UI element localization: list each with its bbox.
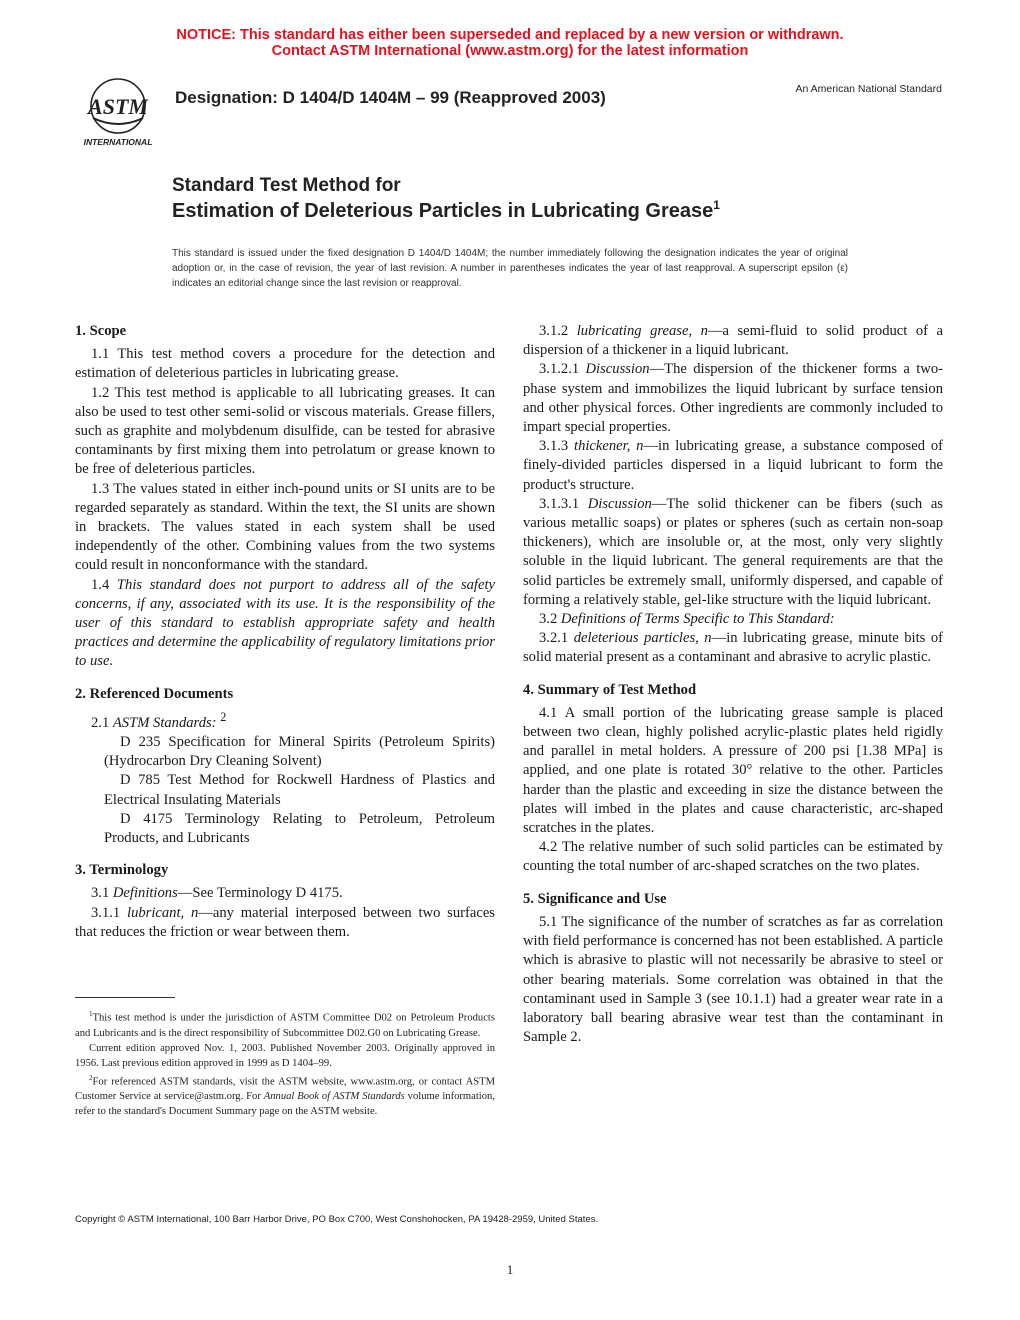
withdrawal-notice bbox=[0, 27, 1020, 59]
para-5-1: 5.1 The significance of the number of scratches as far as correlation with field performance is concerned has not been established. A particle which is abrasive to plastic will not necessarily be abrasive to steel or other bearing materials. Some correlation was obtained in that the contaminant used in Sample 3 (see 10.1.1) had a greater wear rate in a laboratory ball bearing abrasive wear test than the contaminant in Sample 2. bbox=[523, 913, 943, 1046]
para-3-1-3-term: thickener, n bbox=[574, 438, 644, 455]
para-3-1-2-term: lubricating grease, n bbox=[576, 323, 708, 339]
para-1-4-text: This standard does not purport to address all of the safety concerns, if any, associated with its use. It is the responsibility of the user of this standard to establish appropriate safety and health practices and determine the applicability of regulatory limitations prior to use. bbox=[75, 576, 495, 670]
notice-line-2: Contact ASTM International (www.astm.org) for the latest information bbox=[271, 43, 749, 59]
para-2-1-num: 2.1 bbox=[91, 714, 113, 731]
para-3-1-2-num: 3.1.2 bbox=[539, 323, 577, 339]
para-3-2 bbox=[523, 610, 943, 629]
footnote-2 bbox=[75, 1071, 495, 1120]
american-national-standard-label: An American National Standard bbox=[795, 83, 942, 95]
left-column bbox=[75, 322, 495, 942]
reference-d235: D 235 Specification for Mineral Spirits (Petroleum Spirits) (Hydrocarbon Dry Cleaning Solvent) bbox=[104, 733, 495, 770]
notice-line-1: NOTICE: This standard has either been superseded and replaced by a new version or withdrawn. bbox=[176, 27, 844, 43]
para-2-1 bbox=[75, 708, 495, 733]
footnote-2-text-a: For referenced ASTM standards, visit the ASTM website, www.astm.org, or contact ASTM Customer Service at service@astm.org. For bbox=[75, 1076, 495, 1103]
para-3-2-1-text: —in lubricating grease, minute bits of solid material present as a contaminant and abrasive to acrylic plastic. bbox=[523, 630, 943, 666]
section-3-heading: 3. Terminology bbox=[75, 862, 169, 879]
para-3-1-3-1-term: Discussion bbox=[587, 495, 652, 512]
reference-d785: D 785 Test Method for Rockwell Hardness of Plastics and Electrical Insulating Materials bbox=[104, 772, 495, 808]
astm-logo bbox=[76, 72, 160, 150]
para-1-1: 1.1 This test method covers a procedure for the detection and estimation of deleterious particles in lubricating grease. bbox=[75, 346, 495, 382]
footnote-2-text-b: volume information, refer to the standard's Document Summary page on the ASTM website. bbox=[75, 1091, 495, 1118]
para-3-2-text: Definitions of Terms Specific to This Standard: bbox=[560, 611, 835, 628]
section-1-heading: 1. Scope bbox=[75, 323, 127, 339]
issuance-note: This standard is issued under the fixed designation D 1404/D 1404M; the number immediately following the designation indicates the year of original adoption or, in the case of revision, the year of last revision. A number in parentheses indicates the year of last reapproval. A superscript epsilon (ε) indicates an editorial change since the last revision or reapproval. bbox=[172, 248, 848, 289]
para-3-1-term: Definitions bbox=[112, 885, 178, 902]
para-3-2-1-term: deleterious particles, n bbox=[573, 630, 712, 647]
reference-d4175: D 4175 Terminology Relating to Petroleum, Petroleum Products, and Lubricants bbox=[104, 810, 495, 846]
page-number: 1 bbox=[506, 1262, 514, 1277]
para-3-1-1-text: —any material interposed between two surfaces that reduces the friction or wear between them. bbox=[75, 904, 495, 940]
section-5-heading: 5. Significance and Use bbox=[523, 890, 667, 907]
section-2-heading: 2. Referenced Documents bbox=[75, 685, 234, 702]
para-1-4-num: 1.4 bbox=[91, 576, 117, 593]
footnote-1-text: This test method is under the jurisdiction of ASTM Committee D02 on Petroleum Products and Lubricants and is the direct responsibility of Subcommittee D02.G0 on Lubricating Grease. bbox=[75, 1012, 495, 1039]
para-3-1-3-text: —in lubricating grease, a substance composed of finely-divided particles dispersed in a liquid lubricant to form the product's structure. bbox=[523, 438, 943, 493]
title-main: Estimation of Deleterious Particles in Lubricating Grease bbox=[172, 200, 714, 222]
para-2-1-text: ASTM Standards: bbox=[112, 714, 217, 731]
para-3-1-2-1-text: —The dispersion of the thickener forms a two-phase system and immobilizes the liquid lubricant by surface tension and other physical forces. Other ingredients are commonly included to impart special properties. bbox=[523, 361, 944, 436]
para-3-1-2-1-num: 3.1.2.1 bbox=[539, 361, 586, 378]
para-1-2: 1.2 This test method is applicable to all lubricating greases. It can also be used to test other semi-solid or viscous materials. Grease fillers, such as graphite and molybdenum disulfide, can be tested for abrasive contaminants by first mixing them into petrolatum or grease known to be free of deleterious particles. bbox=[75, 384, 495, 478]
title-line-1: Standard Test Method for bbox=[172, 175, 401, 196]
para-4-1: 4.1 A small portion of the lubricating grease sample is placed between two clean, highly polished acrylic-plastic plates held rigidly and parallel in metal holders. A pressure of 200 psi [1.38 MPa] is applied, and one plate is rotated 30° relative to the other. Particles harder than the plastic and exceeding in size the distance between the plates will imbed in the plates and cause characteristic, arc-shaped scratches in the plates. bbox=[523, 704, 943, 837]
logo-letters: ASTM bbox=[88, 94, 148, 119]
para-3-1-2-1-term: Discussion bbox=[585, 361, 650, 378]
para-3-1-3-1-num: 3.1.3.1 bbox=[539, 495, 588, 512]
title-line-2 bbox=[172, 198, 720, 223]
title-footnote-ref: 1 bbox=[713, 198, 720, 212]
section-4-heading: 4. Summary of Test Method bbox=[523, 681, 697, 698]
footnotes bbox=[75, 1007, 495, 1119]
para-3-1-3-num: 3.1.3 bbox=[539, 438, 575, 455]
para-3-1 bbox=[75, 884, 495, 903]
para-3-2-1 bbox=[523, 629, 943, 667]
footnote-divider bbox=[75, 997, 175, 998]
para-3-2-num: 3.2 bbox=[539, 611, 561, 628]
para-3-2-1-num: 3.2.1 bbox=[539, 630, 574, 647]
footnote-2-italic: Annual Book of ASTM Standards bbox=[263, 1091, 405, 1103]
para-3-1-1 bbox=[75, 904, 495, 942]
para-3-1-2-text: —a semi-fluid to solid product of a dispersion of a thickener in a liquid lubricant. bbox=[523, 323, 943, 359]
para-1-4 bbox=[75, 576, 495, 672]
copyright-line: Copyright © ASTM International, 100 Barr Harbor Drive, PO Box C700, West Conshohocken, PA 19428-2959, United States. bbox=[75, 1214, 599, 1225]
para-1-3: 1.3 The values stated in either inch-pound units or SI units are to be regarded separately as standard. Within the text, the SI units are shown in brackets. The values stated in each system shall be used independently of the other. Combining values from the two systems could result in nonconformance with the standard. bbox=[75, 480, 495, 574]
para-2-1-sup: 2 bbox=[220, 709, 227, 724]
para-3-1-text: —See Terminology D 4175. bbox=[177, 885, 343, 902]
para-4-2: 4.2 The relative number of such solid particles can be estimated by counting the total number of arc-shaped scratches on the two plates. bbox=[523, 839, 943, 875]
para-3-1-1-term: lubricant, n bbox=[127, 904, 199, 921]
para-3-1-2-1 bbox=[523, 360, 943, 437]
para-3-1-3-1 bbox=[523, 495, 943, 610]
para-3-1-3-1-text: —The solid thickener can be fibers (such as various metallic soaps) or plates or spheres (such as certain non-soap thickeners), which are insoluble or, at the most, only very slightly soluble in the liquid lubricant. The general requirements are that the solid particles be extremely small, uniformly dispersed, and capable of forming a relatively stable, gel-like structure with the liquid lubricant. bbox=[523, 495, 943, 608]
footnote-1-mark: 1 bbox=[89, 1010, 93, 1018]
para-3-1-1-num: 3.1.1 bbox=[91, 904, 128, 921]
right-column bbox=[523, 322, 943, 1047]
logo-subtext: INTERNATIONAL bbox=[83, 137, 153, 147]
footnote-2-mark: 2 bbox=[89, 1073, 93, 1082]
footnote-1 bbox=[75, 1007, 495, 1041]
para-3-1-2 bbox=[523, 322, 943, 360]
footnote-1-edition: Current edition approved Nov. 1, 2003. Published November 2003. Originally approved in 1956. Last previous edition approved in 1999 as D 1404–99. bbox=[75, 1042, 495, 1069]
para-3-1-3 bbox=[523, 437, 943, 495]
para-3-1-num: 3.1 bbox=[91, 885, 113, 902]
designation: Designation: D 1404/D 1404M – 99 (Reapproved 2003) bbox=[175, 88, 606, 107]
